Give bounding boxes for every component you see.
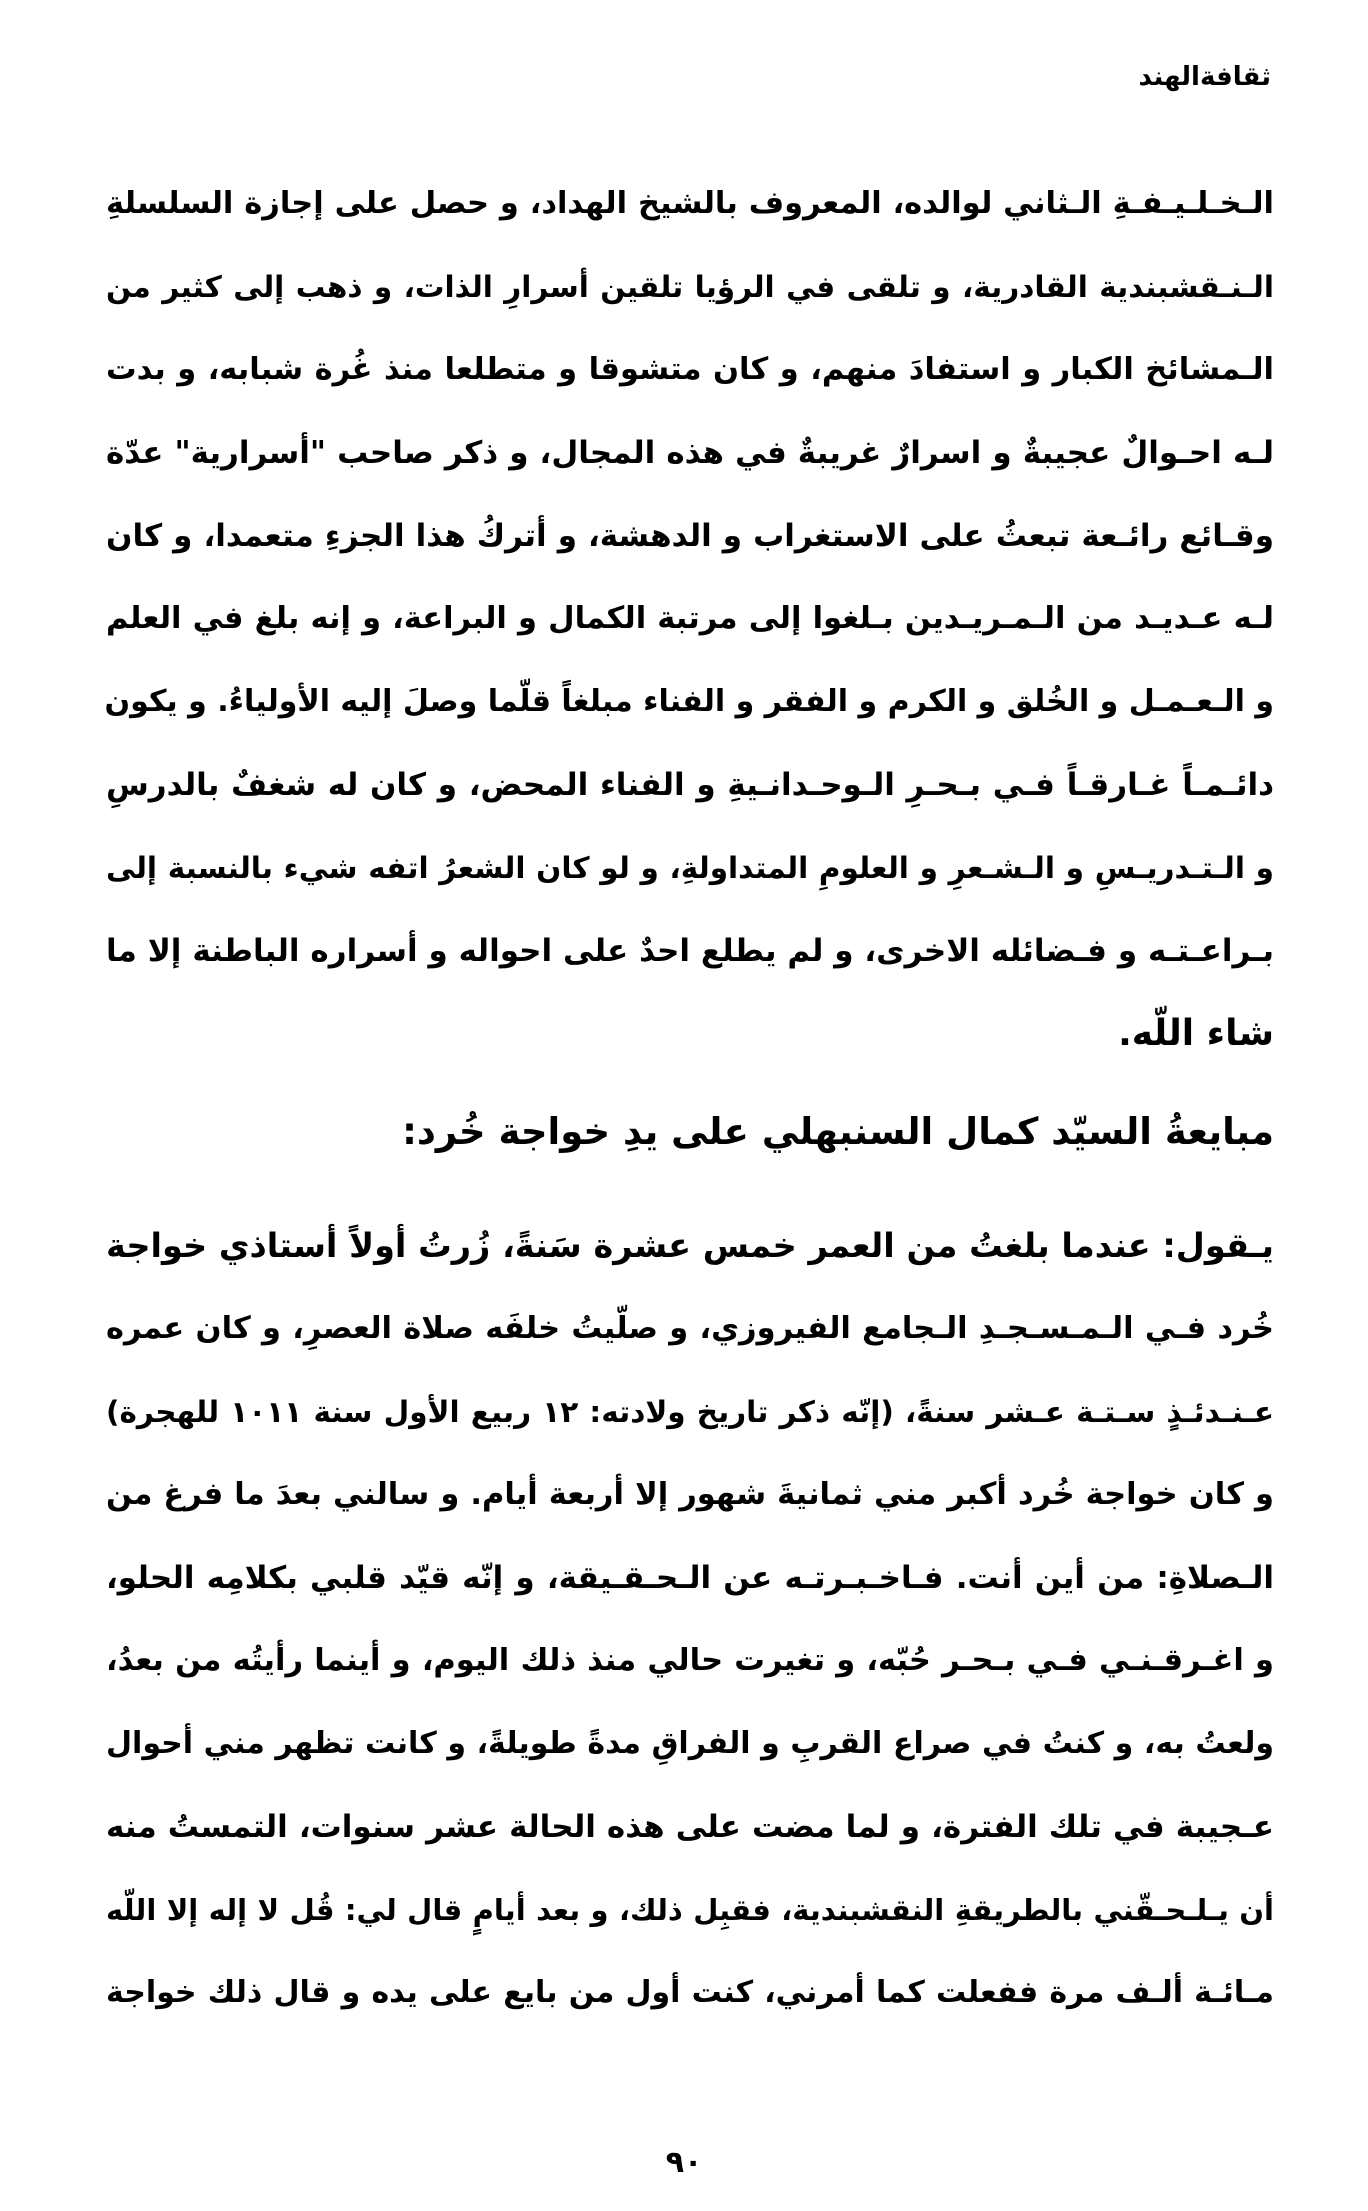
text-line: بـراعـتـه و فـضائله الاخرى، و لم يطلع احدٌ على احواله و أسراره الباطنة إلا ما: [106, 933, 1274, 969]
section-heading: مبايعةُ السيّد كمال السنبهلي على يدِ خواجة خُرد:: [402, 1110, 1274, 1153]
text-line: الـمشائخ الكبار و استفادَ منهم، و كان متشوقا و متطلعا منذ غُرة شبابه، و بدت: [106, 352, 1274, 387]
running-header: ثقافةالهند: [1138, 62, 1271, 92]
text-line: عـنـدئـذٍ سـتـة عـشر سنةً، (إنّه ذكر تاريخ ولادته: ١٢ ربيع الأول سنة ١٠١١ للهجرة): [106, 1395, 1275, 1429]
text-line: مـائـة ألـف مرة ففعلت كما أمرني، كنت أول من بايع على يده و قال ذلك خواجة: [106, 1975, 1274, 2010]
page-number: ٩٠: [665, 2145, 703, 2180]
text-line: ولعتُ به، و كنتُ في صراع القربِ و الفراقِ مدةً طويلةً، و كانت تظهر مني أحوال: [106, 1726, 1274, 1761]
text-line: و الـعـمـل و الخُلق و الكرم و الفقر و الفناء مبلغاً قلّما وصلَ إليه الأولياءُ. و يكون: [104, 684, 1274, 719]
text-line: و الـتـدريـسِ و الـشـعرِ و العلومِ المتداولةِ، و لو كان الشعرُ اتفه شيء بالنسبة إلى: [106, 851, 1274, 885]
text-line: أن يـلـحـقّني بالطريقةِ النقشبندية، فقبِل ذلك، و بعد أيامٍ قال لي: قُل لا إله إلا اللّه: [106, 1893, 1274, 1927]
text-line: الـنـقشبندية القادرية، و تلقى في الرؤيا تلقين أسرارِ الذات، و ذهب إلى كثير من: [106, 270, 1274, 304]
text-line: الـخـلـيـفـةِ الـثاني لوالده، المعروف بالشيخ الهداد، و حصل على إجازة السلسلةِ: [106, 186, 1274, 221]
text-line: دائـمـاً غـارقـاً فـي بـحـرِ الـوحـدانـيةِ و الفناء المحض، و كان له شغفٌ بالدرسِ: [106, 767, 1274, 803]
text-line: لـه عـديـد من الـمـريـدين بـلغوا إلى مرتبة الكمال و البراعة، و إنه بلغ في العلم: [106, 601, 1274, 636]
text-line: عـجيبة في تلك الفترة، و لما مضت على هذه الحالة عشر سنوات، التمستُ منه: [106, 1809, 1274, 1845]
text-line: وقـائع رائـعة تبعثُ على الاستغراب و الدهشة، و أتركُ هذا الجزءِ متعمدا، و كان: [106, 518, 1274, 554]
text-line: يـقول: عندما بلغتُ من العمر خمس عشرة سَنةً، زُرتُ أولاً أستاذي خواجة: [106, 1226, 1274, 1265]
text-line: الـصلاةِ: من أين أنت. فـاخـبـرتـه عن الـحـقـيقة، و إنّه قيّد قلبي بكلامِه الحلو،: [106, 1560, 1274, 1596]
text-line: و كان خواجة خُرد أكبر مني ثمانيةَ شهور إلا أربعة أيام. و سالني بعدَ ما فرغ من: [106, 1477, 1274, 1512]
text-line: خُرد فـي الـمـسـجـدِ الـجامع الفيروزي، و صلّيتُ خلفَه صلاة العصرِ، و كان عمره: [106, 1311, 1274, 1346]
text-line: لـه احـوالٌ عجيبةٌ و اسرارٌ غريبةٌ في هذه المجال، و ذكر صاحب "أسرارية" عدّة: [106, 435, 1274, 471]
text-line: شاء اللّه.: [1118, 1013, 1274, 1054]
text-line: و اغـرقـنـي فـي بـحـر حُبّه، و تغيرت حالي منذ ذلك اليوم، و أينما رأيتُه من بعدُ،: [106, 1643, 1274, 1678]
